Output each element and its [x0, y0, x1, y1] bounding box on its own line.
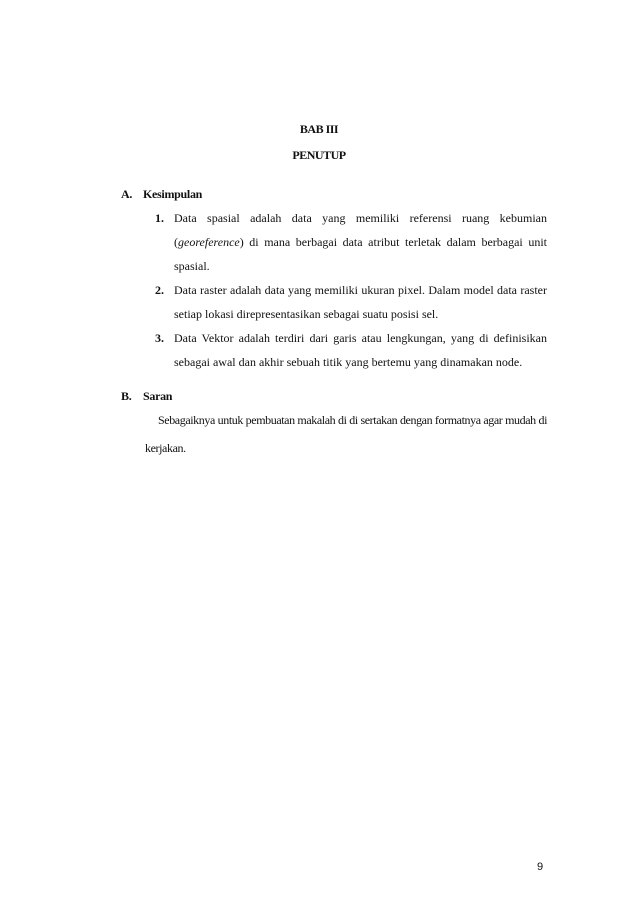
page-number: 9: [537, 861, 544, 873]
conclusion-text-italic: georeference: [178, 235, 240, 249]
conclusion-item-number: 2.: [155, 283, 164, 297]
conclusion-text-part: ) di mana berbagai data atribut terletak dalam berbagai unit spasial.: [174, 235, 547, 273]
section-b-letter: B.: [121, 389, 132, 403]
conclusion-item-text: Data Vektor adalah terdiri dari garis atau lengkungan, yang di definisikan sebagai awal dan akhir sebuah titik yang bertemu yang dinamakan node.: [174, 331, 547, 369]
section-a-letter: A.: [121, 187, 133, 201]
conclusion-item-number: 1.: [155, 211, 164, 225]
conclusion-item-text: [174, 206, 547, 278]
section-a-heading: [121, 187, 202, 202]
chapter-title: PENUTUP: [292, 148, 346, 162]
conclusion-text-part: Data spasial adalah data yang memiliki referensi ruang kebumian (: [174, 211, 547, 249]
section-b-heading: [121, 389, 172, 404]
suggestion-text: Sebagaiknya untuk pembuatan makalah di di sertakan dengan formatnya agar mudah di kerjakan.: [145, 413, 547, 455]
conclusion-item-number: 3.: [155, 331, 164, 345]
section-b-title: Saran: [143, 389, 173, 403]
conclusion-item-1: [155, 206, 547, 278]
chapter-label: BAB III: [299, 122, 339, 136]
suggestion-paragraph: [145, 406, 547, 462]
conclusion-item-2: [155, 278, 547, 326]
conclusion-item-3: [155, 326, 547, 374]
section-a-title: Kesimpulan: [143, 187, 203, 201]
conclusion-item-text: Data raster adalah data yang memiliki ukuran pixel. Dalam model data raster setiap lokasi direpresentasikan sebagai suatu posisi sel.: [174, 283, 547, 321]
